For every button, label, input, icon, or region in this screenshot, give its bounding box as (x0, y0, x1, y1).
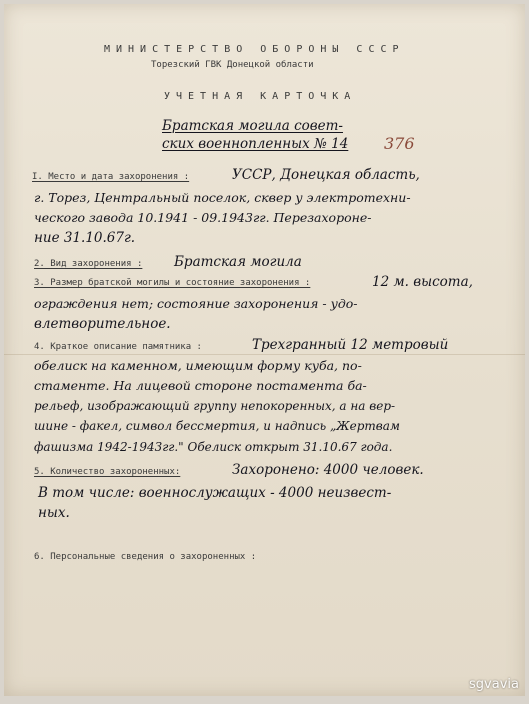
section-5-text-line2: В том числе: военнослужащих - 4000 неизвест- (38, 485, 392, 501)
section-1-text-line3: ческого завода 10.1941 - 09.1943гг. Перезахороне- (34, 210, 372, 225)
section-5-text-line3: ных. (38, 505, 70, 521)
paper-fold (4, 354, 525, 355)
section-3-text-line2: ограждения нет; состояние захоронения - удо- (34, 296, 358, 311)
office-heading: Торезский ГВК Донецкой области (151, 60, 314, 70)
section-4-text-line2: обелиск на каменном, имеющим форму куба, по- (34, 358, 362, 373)
section-3-text-line3: влетворительное. (34, 316, 171, 332)
section-4-text-line4: рельеф, изображающий группу непокоренных, а на вер- (34, 399, 396, 413)
section-5-label: 5. Количество захороненных: (34, 467, 181, 477)
section-3-text-line1: 12 м. высота, (372, 274, 473, 290)
section-4-text-line5: шине - факел, символ бессмертия, и надпись „Жертвам (34, 419, 400, 433)
section-6-label: 6. Персональные сведения о захороненных : (34, 552, 257, 562)
section-2-label: 2. Вид захоронения : (34, 259, 143, 269)
section-2-text: Братская могила (174, 254, 302, 270)
grave-title-line2: ских военнопленных № 14 (162, 136, 349, 152)
section-4-text-line6: фашизма 1942-1943гг." Обелиск открыт 31.10.67 года. (34, 440, 393, 454)
watermark: sgvavia (469, 677, 519, 692)
section-1-text-line4: ние 31.10.67г. (34, 230, 136, 246)
section-1-text-line1: УССР, Донецкая область, (232, 167, 420, 183)
section-5-text-line1: Захоронено: 4000 человек. (232, 462, 424, 478)
section-4-text-line1: Трехгранный 12 метровый (252, 337, 449, 353)
grave-number: 376 (384, 134, 415, 153)
section-1-text-line2: г. Торез, Центральный поселок, сквер у электротехни- (34, 190, 411, 205)
section-3-label: 3. Размер братской могилы и состояние захоронения : (34, 278, 311, 288)
section-1-label: I. Место и дата захоронения : (32, 172, 190, 182)
section-4-label: 4. Краткое описание памятника : (34, 342, 202, 352)
card-title: УЧЕТНАЯ КАРТОЧКА (164, 91, 357, 102)
grave-title-line1: Братская могила совет- (162, 118, 343, 134)
section-4-text-line3: стаменте. На лицевой стороне постамента ба- (34, 378, 367, 393)
record-card-page (4, 4, 525, 696)
ministry-heading: МИНИСТЕРСТВО ОБОРОНЫ СССР (104, 44, 405, 55)
